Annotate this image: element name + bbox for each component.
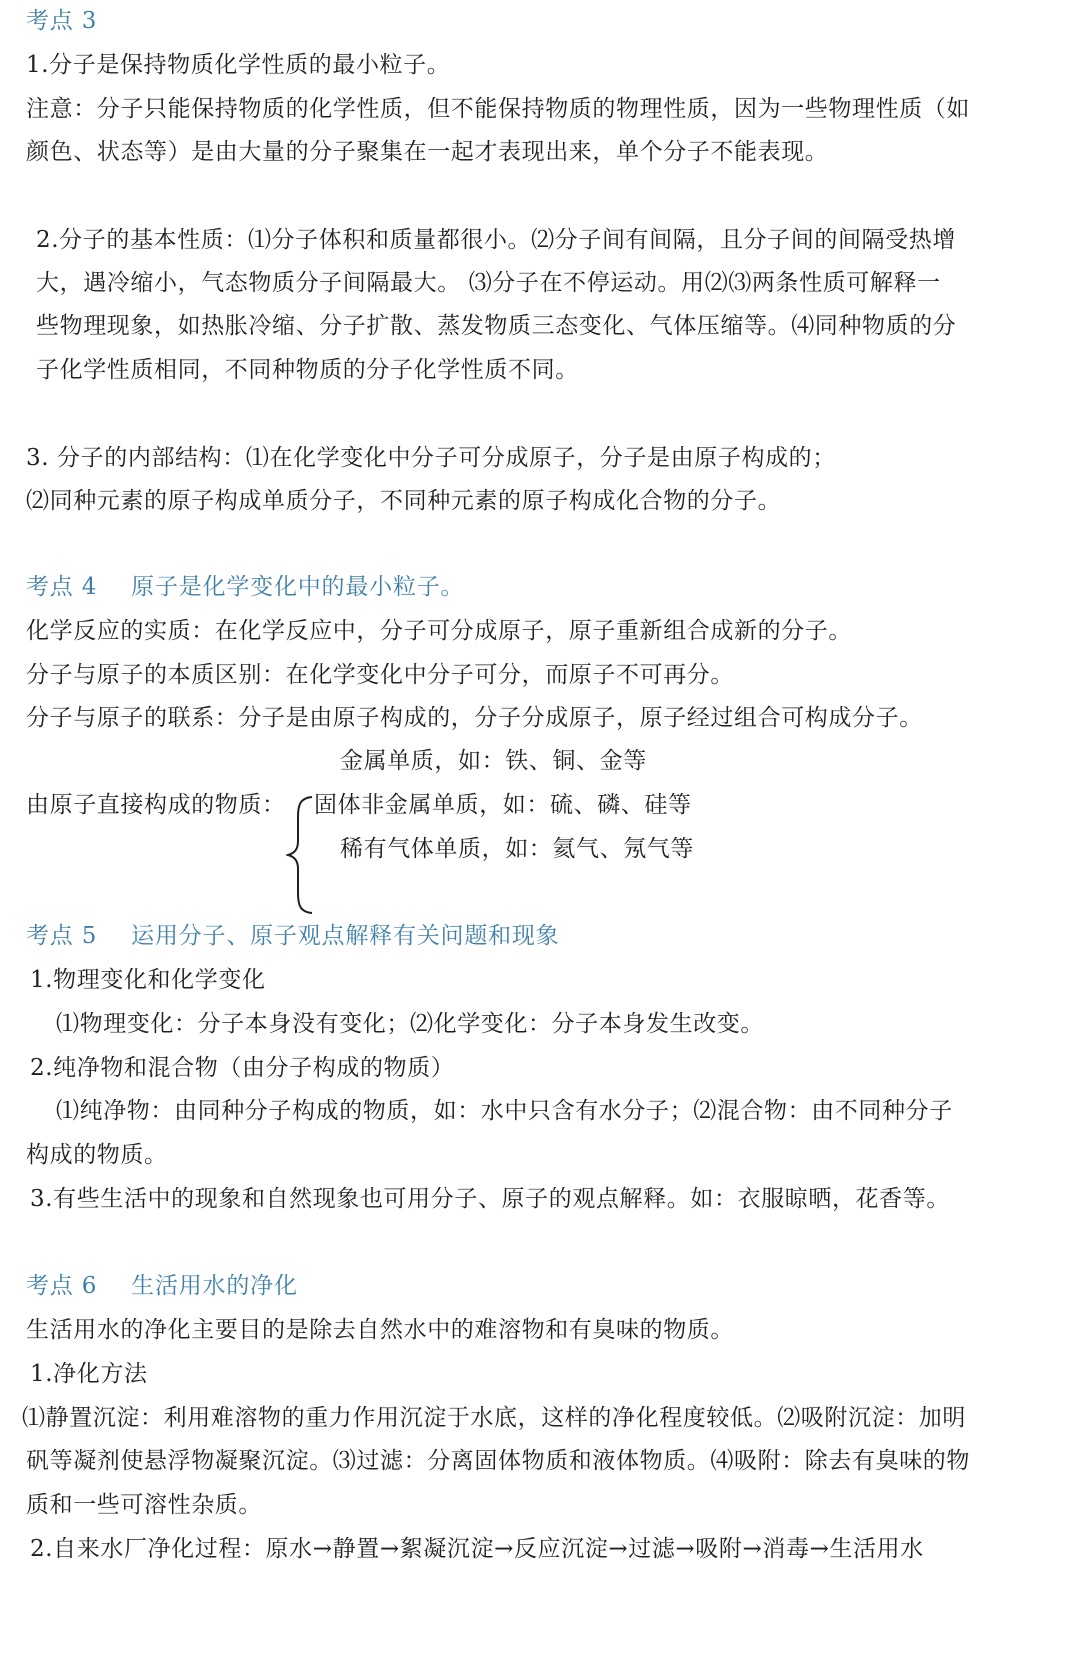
s6-line-6: 2.自来水厂净化过程：原水→静置→絮凝沉淀→反应沉淀→过滤→吸附→消毒→生活用水 — [30, 1536, 924, 1562]
s3-point-3-line-2: ⑵同种元素的原子构成单质分子，不同种元素的原子构成化合物的分子。 — [26, 488, 782, 514]
s3-point-3-line-1: 3. 分子的内部结构：⑴在化学变化中分子可分成原子，分子是由原子构成的； — [26, 445, 836, 471]
s3-note-line-1: 注意：分子只能保持物质的化学性质，但不能保持物质的物理性质，因为一些物理性质（如 — [26, 96, 970, 122]
s3-point-2-line-2: 大，遇冷缩小，气态物质分子间隔最大。 ⑶分子在不停运动。用⑵⑶两条性质可解释一 — [36, 270, 941, 296]
section-5-heading — [26, 921, 560, 951]
s5-line-6: 3.有些生活中的现象和自然现象也可用分子、原子的观点解释。如：衣服晾晒，花香等。 — [30, 1186, 950, 1212]
section-4-heading — [26, 572, 464, 602]
s5-line-3: 2.纯净物和混合物（由分子构成的物质） — [30, 1055, 455, 1081]
section-3-code: 考点 3 — [26, 8, 98, 34]
s6-line-2: 1.净化方法 — [30, 1361, 148, 1387]
s3-point-2-line-3: 些物理现象，如热胀冷缩、分子扩散、蒸发物质三态变化、气体压缩等。⑷同种物质的分 — [36, 313, 957, 339]
s5-line-4: ⑴纯净物：由同种分子构成的物质，如：水中只含有水分子；⑵混合物：由不同种分子 — [56, 1098, 953, 1124]
s4-line-2: 分子与原子的本质区别：在化学变化中分子可分，而原子不可再分。 — [26, 662, 734, 688]
s6-line-1: 生活用水的净化主要目的是除去自然水中的难溶物和有臭味的物质。 — [26, 1317, 734, 1343]
brace-item-metals: 金属单质，如：铁、铜、金等 — [340, 748, 647, 774]
s4-line-1: 化学反应的实质：在化学反应中，分子可分成原子，原子重新组合成新的分子。 — [26, 618, 852, 644]
s6-line-4: 矾等凝剂使悬浮物凝聚沉淀。⑶过滤：分离固体物质和液体物质。⑷吸附：除去有臭味的物 — [26, 1448, 970, 1474]
brace-item-nonmetals: 固体非金属单质，如：硫、磷、硅等 — [314, 792, 692, 818]
s3-note-line-2: 颜色、状态等）是由大量的分子聚集在一起才表现出来，单个分子不能表现。 — [26, 139, 829, 165]
section-3-heading — [26, 6, 97, 36]
section-6-title: 生活用水的净化 — [131, 1273, 298, 1299]
s5-line-2: ⑴物理变化：分子本身没有变化；⑵化学变化：分子本身发生改变。 — [56, 1011, 764, 1037]
s6-line-5: 质和一些可溶性杂质。 — [26, 1492, 262, 1518]
section-4-code: 考点 4 — [26, 574, 98, 600]
s5-line-5: 构成的物质。 — [26, 1142, 168, 1168]
section-6-code: 考点 6 — [26, 1273, 98, 1299]
section-5-code: 考点 5 — [26, 923, 98, 949]
s4-line-3: 分子与原子的联系：分子是由原子构成的，分子分成原子，原子经过组合可构成分子。 — [26, 705, 923, 731]
brace-item-noble-gases: 稀有气体单质，如：氦气、氖气等 — [340, 836, 694, 862]
s3-point-1: 1.分子是保持物质化学性质的最小粒子。 — [26, 52, 451, 78]
s5-line-1: 1.物理变化和化学变化 — [30, 967, 266, 993]
section-4-title: 原子是化学变化中的最小粒子。 — [131, 574, 465, 600]
section-5-title: 运用分子、原子观点解释有关问题和现象 — [131, 923, 560, 949]
s3-point-2-line-4: 子化学性质相同，不同种物质的分子化学性质不同。 — [36, 357, 579, 383]
s3-point-2-line-1: 2.分子的基本性质：⑴分子体积和质量都很小。⑵分子间有间隔，且分子间的间隔受热增 — [36, 227, 956, 253]
s6-line-3: ⑴静置沉淀：利用难溶物的重力作用沉淀于水底，这样的净化程度较低。⑵吸附沉淀：加明 — [22, 1405, 966, 1431]
section-6-heading — [26, 1271, 298, 1301]
brace-label: 由原子直接构成的物质： — [26, 792, 286, 818]
